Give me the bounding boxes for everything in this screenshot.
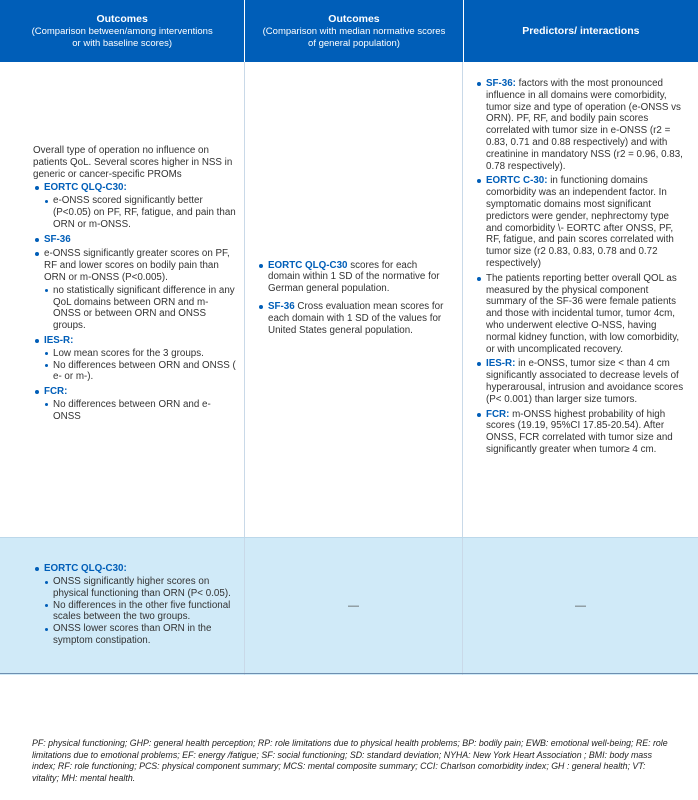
instrument-label: EORTC QLQ-C30: — [44, 182, 127, 194]
list-text: in e-ONSS, tumor size < than 4 cm significantly associated to decrease levels of hyperarousal, intrusion and avoidance scores (P< 0.001) than larger size tumors. — [486, 358, 684, 405]
instrument-label: SF-36 — [44, 233, 71, 245]
list-item: No differences in the other five functional scales between the two groups. — [44, 600, 236, 624]
row2-col2-cell — [245, 538, 463, 675]
header-predictors — [464, 0, 698, 62]
header-outcomes-comparison-interventions — [0, 0, 245, 62]
empty-dash: — — [575, 599, 586, 612]
list-text: Cross evaluation mean scores for each domain with 1 SD of the values for United States general population. — [268, 301, 444, 336]
instrument-label: FCR: — [486, 408, 510, 420]
header-title: Predictors/ interactions — [522, 24, 640, 37]
instrument-label: EORTC C-30: — [486, 175, 548, 187]
header-subtitle: of general population) — [308, 37, 400, 49]
instrument-label: IES-R: — [44, 334, 74, 346]
list-item: ONSS significantly higher scores on physical functioning than ORN (P< 0.05). — [44, 576, 236, 600]
row2-col1-cell — [0, 538, 245, 675]
list-text: scores for each domain within 1 SD of the normative for German general population. — [268, 259, 440, 295]
list-item — [475, 358, 686, 405]
list-item: Low mean scores for the 3 groups. — [44, 348, 236, 360]
instrument-label: SF-36: — [486, 78, 516, 89]
header-subtitle: (Comparison between/among interventions — [31, 26, 213, 37]
instrument-label: FCR: — [44, 386, 68, 398]
list-item — [33, 563, 236, 647]
row2-col3-cell — [463, 538, 698, 675]
list-item: No differences between ORN and e-ONSS — [44, 399, 236, 423]
list-item — [33, 248, 236, 332]
list-item — [257, 260, 452, 295]
list-item: ONSS lower scores than ORN in the symptom constipation. — [44, 623, 236, 647]
header-title: Outcomes — [328, 13, 380, 25]
list-item — [257, 301, 452, 336]
row1-col2-cell — [245, 62, 463, 537]
bullet-list — [33, 563, 236, 650]
empty-dash: — — [348, 599, 359, 612]
table-bottom-rule — [0, 673, 698, 674]
list-item — [33, 386, 236, 422]
table-header — [0, 0, 698, 62]
list-item — [475, 78, 686, 172]
list-text: The patients reporting better overall QOL as measured by the physical component summary of the SF-36 were female patients and those with incidental tumor, tumor 4cm, who underwent elective O-NSS, having normal kidney function, with low comorbidity, or with uncomplicated recovery. — [486, 272, 680, 355]
list-text: m-ONSS highest probability of high scores (19.19, 95%CI 17.85-20.54). After ONSS, FCR correlated with tumor size and significantly greater when tumor≥ 4 cm. — [486, 408, 673, 455]
list-item — [475, 175, 686, 269]
list-item: No differences between ORN and ONSS ( e- or m-). — [44, 360, 236, 384]
header-subtitle: (Comparison with median normative scores — [262, 26, 446, 37]
instrument-label: EORTC QLQ-C30: — [44, 563, 127, 575]
header-subtitle: or with baseline scores) — [72, 37, 173, 49]
list-item — [475, 409, 686, 456]
instrument-label: EORTC QLQ-C30 — [268, 259, 348, 271]
bullet-list — [475, 78, 686, 456]
list-item: e-ONSS scored significantly better (P<0.05) on PF, RF, fatigue, and pain than ORN or m-ONSS. — [44, 195, 236, 230]
intro-text: Overall type of operation no influence on patients QoL. Several scores higher in NSS in generic or cancer-specific PROMs — [33, 145, 233, 180]
bullet-list — [33, 182, 236, 422]
bullet-list — [257, 260, 452, 340]
row1-col1-cell — [0, 62, 245, 537]
row1-col3-cell — [463, 62, 698, 537]
instrument-label: IES-R: — [486, 358, 516, 370]
list-item — [33, 234, 236, 246]
list-text: in functioning domains comorbidity was an independent factor. In symptomatic domains most significant predictors were gender, nephrectomy type and comorbidity \- EORTC after ONSS, PF, RF, fatigue, and pain scores correlated with tumor size (r2 0.83, 0.83, 0.78 and 0.72 respectively) — [486, 175, 674, 269]
table-row — [0, 62, 698, 537]
list-item — [33, 182, 236, 230]
header-title: Outcomes — [96, 13, 148, 25]
list-item — [475, 273, 686, 356]
list-text: e-ONSS significantly greater scores on PF, RF and lower scores on bodily pain than ORN or m-ONSS (P<0.005). — [44, 248, 230, 283]
header-outcomes-normative — [245, 0, 463, 62]
abbreviations-footnote: PF: physical functioning; GHP: general health perception; RP: role limitations due to physical health problems; BP: bodily pain; EWB: emotional well-being; RE: role limitations due to emotional problems; EF: energy /fatigue; SF: social functioning; SD: standard deviation; NYHA: New York Heart Association ; BMI: body mass index; RF: role functioning; PCS: physical component summary; MCS: mental composite summary; CCI: Charlson comorbidity index; GH : general health; VT: vitality; MH: mental health. — [32, 738, 668, 783]
list-item — [33, 335, 236, 383]
instrument-label: SF-36 — [268, 301, 295, 312]
list-text: factors with the most pronounced influence in all domains were comorbidity, tumor size and type of operation (e-ONSS vs ORN). PF, RF, and bodily pain scores correlated with tumor size in e-ONSS (r2 = 0.83, 0.71 and 0.88 respectively) and with creatinine in mandatory NSS (r2 = 0.96, 0.83, 0.78 respectively). — [486, 78, 683, 172]
table-row — [0, 537, 698, 675]
list-item: no statistically significant difference in any QoL domains between ORN and m-ONSS or between ORN and ONSS groups. — [44, 285, 236, 332]
